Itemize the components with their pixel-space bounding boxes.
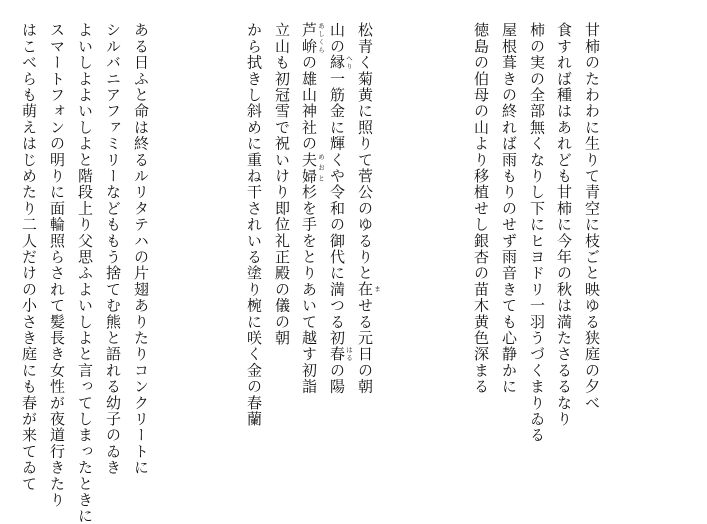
poem-line: シルバニアファミリーなどももう捨てむ熊と語れる幼子のゐき <box>104 22 122 476</box>
poem-line: 松青く菊黄に照りて菅公のゆるりと在 ませる元日の朝 <box>356 22 381 395</box>
poem-line: 山の縁 へり一筋金に輝くや令和の御代に満つる初春 はるの陽 <box>328 22 353 395</box>
poem-line: 立山も初冠雪で祝いけり即位礼正殿の儀の朝 <box>273 22 291 346</box>
poem-line: ある日ふと命は終るルリタテハの片翅ありたりコンクリートに <box>132 22 150 476</box>
poem-line: 柿の実の全部無くなりし下にヒヨドリ一羽うづくまりゐる <box>528 22 546 444</box>
poem-line: 徳島の伯母の山より移植せし銀杏の苗木黄色深まる <box>472 22 490 395</box>
poem-line: はこべらも萌えはじめたり二人だけの小さき庭にも春が来てゐて <box>20 22 38 492</box>
poem-line: から拭きし斜めに重ね干されいる塗り椀に咲く金の春蘭 <box>245 22 263 428</box>
poem-line: 食すれば種はあれども甘柿に今年の秋は満たさるるなり <box>555 22 573 427</box>
poem-line: 甘柿のたわわに生りて青空に枝ごと映ゆる狭庭の夕べ <box>583 22 601 411</box>
poem-line: 屋根葺きの終れば雨もりのせず雨音きても心静かに <box>500 22 518 395</box>
poem-line: スマートフォンの明りに面輪照らされて髪長き女性が夜道行きたり <box>48 22 66 508</box>
poem-line: よいしよよいしよと階段上り父思ふよいしよと言ってしまったときに <box>76 22 94 524</box>
poem-line: 芦峅 あしくらの雄山神社の夫婦 めおと杉を手をとりあいて越す初詣 <box>300 22 325 395</box>
